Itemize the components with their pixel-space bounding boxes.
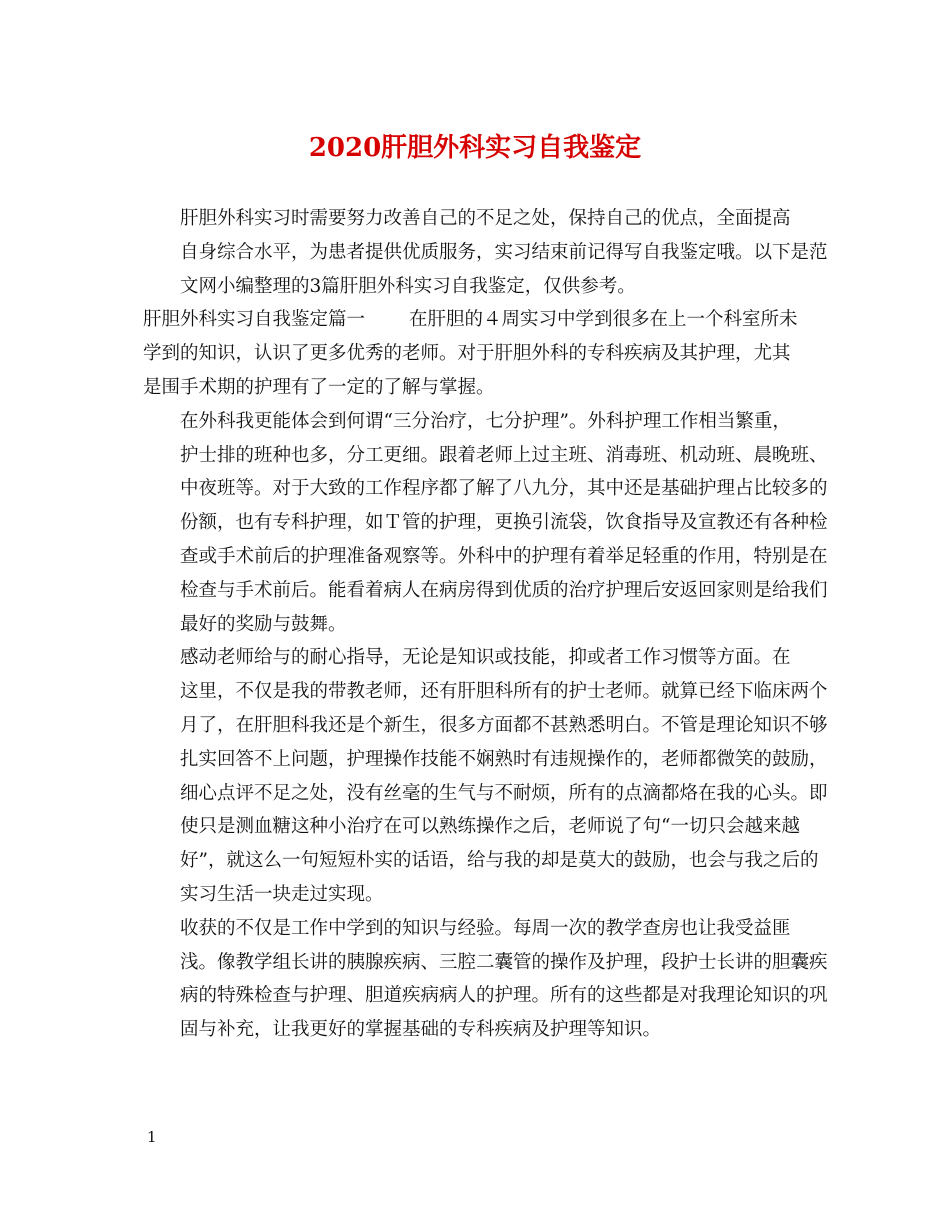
paragraph-intro — [143, 202, 828, 303]
section-heading: 肝胆外科实习自我鉴定篇一 — [143, 309, 366, 331]
text-line: 中夜班等。对于大致的工作程序都了解了八九分，其中还是基础护理占比较多的 — [180, 478, 828, 500]
paragraph-section-one — [143, 303, 821, 404]
text-line: 月了，在肝胆科我还是个新生，很多方面都不甚熟悉明白。不管是理论知识不够 — [180, 714, 828, 736]
text-line: 病的特殊检查与护理、胆道疾病病人的护理。所有的这些都是对我理论知识的巩 — [180, 985, 828, 1007]
text-line: 收获的不仅是工作中学到的知识与经验。每周一次的教学查房也让我受益匪 — [180, 917, 791, 939]
document-title: 2020肝胆外科实习自我鉴定 — [308, 133, 642, 163]
text-line: 是围手术期的护理有了一定的了解与掌握。 — [143, 376, 495, 398]
paragraph-gains — [143, 912, 828, 1047]
text-line — [143, 303, 821, 337]
text-line: 自身综合水平，为患者提供优质服务，实习结束前记得写自我鉴定哦。以下是范 — [180, 241, 828, 263]
text-line: 查或手术前后的护理准备观察等。外科中的护理有着举足轻重的作用，特别是在 — [180, 545, 828, 567]
text-line: 实习生活一块走过实现。 — [180, 883, 384, 905]
paragraph-teachers — [143, 641, 828, 911]
text-line: 扎实回答不上问题，护理操作技能不娴熟时有违规操作的，老师都微笑的鼓励， — [180, 748, 828, 770]
text-line: 这里，不仅是我的带教老师，还有肝胆科所有的护士老师。就算已经下临床两个 — [180, 681, 828, 703]
paragraph-surgery-nursing — [143, 405, 828, 642]
text-line: 在外科我更能体会到何谓“三分治疗，七分护理”。外科护理工作相当繁重， — [180, 410, 791, 432]
text-line: 文网小编整理的3篇肝胆外科实习自我鉴定，仅供参考。 — [180, 275, 636, 297]
text-line: 护士排的班种也多，分工更细。跟着老师上过主班、消毒班、机动班、晨晚班、 — [180, 444, 828, 466]
text-line: 浅。像教学组长讲的胰腺疾病、三腔二囊管的操作及护理，段护士长讲的胆囊疾 — [180, 951, 828, 973]
text-line: 固与补充，让我更好的掌握基础的专科疾病及护理等知识。 — [180, 1019, 662, 1041]
page-number: 1 — [147, 1128, 157, 1146]
text-segment: 在肝胆的４周实习中学到很多在上一个科室所未 — [409, 309, 798, 331]
text-line: 最好的奖励与鼓舞。 — [180, 613, 347, 635]
text-line: 检查与手术前后。能看着病人在病房得到优质的治疗护理后安返回家则是给我们 — [180, 579, 828, 601]
text-line: 份额，也有专科护理，如Ｔ管的护理，更换引流袋，饮食指导及宣教还有各种检 — [180, 512, 828, 534]
text-line: 使只是测血糖这种小治疗在可以熟练操作之后，老师说了句“一切只会越来越 — [180, 816, 800, 838]
document-body — [143, 202, 828, 1047]
text-line: 细心点评不足之处，没有丝毫的生气与不耐烦，所有的点滴都烙在我的心头。即 — [180, 782, 828, 804]
text-line: 好”，就这么一句短短朴实的话语，给与我的却是莫大的鼓励，也会与我之后的 — [180, 850, 819, 872]
text-line: 感动老师给与的耐心指导，无论是知识或技能，抑或者工作习惯等方面。在 — [180, 647, 791, 669]
text-line: 学到的知识，认识了更多优秀的老师。对于肝胆外科的专科疾病及其护理，尤其 — [143, 343, 791, 365]
text-line: 肝胆外科实习时需要努力改善自己的不足之处，保持自己的优点，全面提高 — [180, 208, 791, 229]
